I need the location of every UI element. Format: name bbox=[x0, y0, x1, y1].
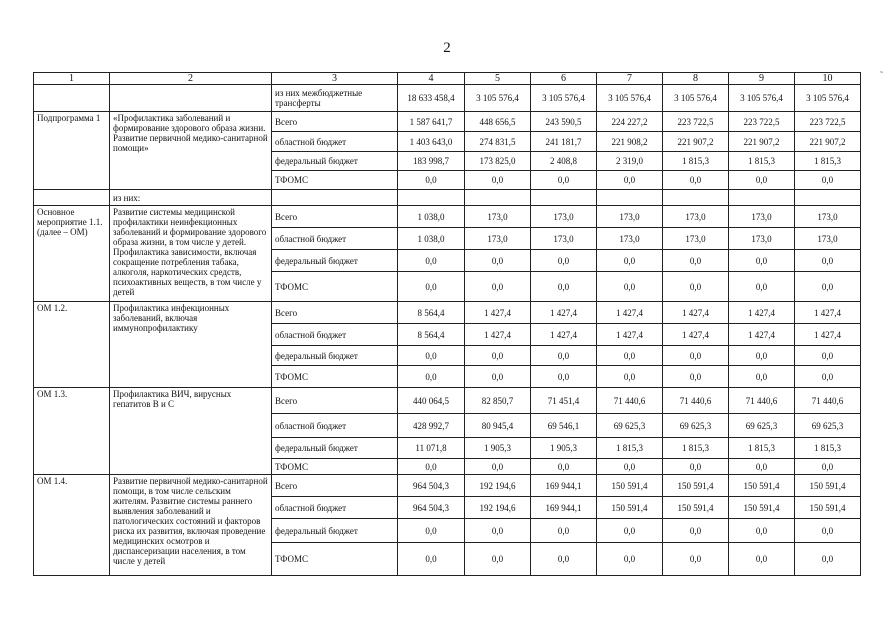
value-cell: 173,0 bbox=[795, 206, 861, 228]
value-cell: 1 815,3 bbox=[795, 152, 861, 171]
value-cell: 1 427,4 bbox=[531, 324, 597, 346]
om12-code: ОМ 1.2. bbox=[34, 302, 110, 388]
value-cell: 0,0 bbox=[465, 171, 531, 190]
value-cell: 11 071,8 bbox=[398, 438, 465, 459]
funding-source-label: федеральный бюджет bbox=[272, 250, 398, 272]
funding-source-label: ТФОМС bbox=[272, 171, 398, 190]
om13-code: ОМ 1.3. bbox=[34, 388, 110, 475]
value-cell: 71 440,6 bbox=[729, 388, 795, 414]
value-cell: 173,0 bbox=[531, 206, 597, 228]
value-cell: 1 427,4 bbox=[597, 302, 663, 324]
value-cell: 0,0 bbox=[663, 519, 729, 543]
col-number: 3 bbox=[272, 73, 398, 85]
value-cell: 1 427,4 bbox=[465, 324, 531, 346]
value-cell: 71 440,6 bbox=[795, 388, 861, 414]
value-cell: 0,0 bbox=[531, 272, 597, 302]
value-cell: 0,0 bbox=[795, 366, 861, 388]
value-cell: 0,0 bbox=[597, 346, 663, 366]
value-cell: 0,0 bbox=[729, 171, 795, 190]
value-cell: 223 722,5 bbox=[729, 112, 795, 132]
value-cell: 964 504,3 bbox=[398, 475, 465, 497]
value-cell: 0,0 bbox=[398, 366, 465, 388]
value-cell: 241 181,7 bbox=[531, 132, 597, 152]
value-cell: 173,0 bbox=[531, 228, 597, 250]
value-cell: 173 825,0 bbox=[465, 152, 531, 171]
page-number: 2 bbox=[443, 40, 451, 56]
value-cell: 0,0 bbox=[729, 250, 795, 272]
value-cell: 173,0 bbox=[597, 228, 663, 250]
value-cell: 0,0 bbox=[663, 346, 729, 366]
col-number: 5 bbox=[465, 73, 531, 85]
value-cell: 0,0 bbox=[531, 171, 597, 190]
value-cell: 0,0 bbox=[729, 272, 795, 302]
funding-source-label: федеральный бюджет bbox=[272, 438, 398, 459]
value-cell: 3 105 576,4 bbox=[663, 85, 729, 112]
value-cell: 0,0 bbox=[465, 272, 531, 302]
value-cell: 69 625,3 bbox=[663, 414, 729, 438]
value-cell: 0,0 bbox=[531, 366, 597, 388]
value-cell: 1 427,4 bbox=[597, 324, 663, 346]
empty-cell bbox=[398, 190, 465, 206]
value-cell: 0,0 bbox=[597, 543, 663, 576]
value-cell: 0,0 bbox=[729, 346, 795, 366]
budget-table bbox=[33, 72, 861, 576]
value-cell: 173,0 bbox=[663, 206, 729, 228]
value-cell: 1 815,3 bbox=[663, 438, 729, 459]
funding-source-label: Всего bbox=[272, 388, 398, 414]
value-cell: 150 591,4 bbox=[663, 497, 729, 519]
value-cell: 0,0 bbox=[531, 543, 597, 576]
value-cell: 0,0 bbox=[663, 366, 729, 388]
value-cell: 0,0 bbox=[597, 459, 663, 475]
value-cell: 71 440,6 bbox=[663, 388, 729, 414]
value-cell: 1 427,4 bbox=[795, 324, 861, 346]
value-cell: 69 625,3 bbox=[795, 414, 861, 438]
value-cell: 169 944,1 bbox=[531, 497, 597, 519]
value-cell: 0,0 bbox=[465, 519, 531, 543]
om14-name: Развитие первичной медико-санитарной помощи, в том числе сельским жителям. Развитие системы раннего выявления заболеваний и патологических состояний и факторов риска их развития, включая проведение медицинских осмотров и диспансеризации населения, в том числе у детей bbox=[110, 475, 272, 576]
value-cell: 1 427,4 bbox=[663, 324, 729, 346]
value-cell: 69 625,3 bbox=[729, 414, 795, 438]
value-cell: 1 038,0 bbox=[398, 228, 465, 250]
col-number: 4 bbox=[398, 73, 465, 85]
value-cell: 1 427,4 bbox=[465, 302, 531, 324]
value-cell: 71 440,6 bbox=[597, 388, 663, 414]
value-cell: 0,0 bbox=[729, 459, 795, 475]
funding-source-label: областной бюджет bbox=[272, 414, 398, 438]
empty-cell bbox=[272, 190, 398, 206]
value-cell: 0,0 bbox=[531, 250, 597, 272]
empty-cell bbox=[110, 85, 272, 112]
value-cell: 0,0 bbox=[597, 250, 663, 272]
subprogram-code: Подпрограмма 1 bbox=[34, 112, 110, 190]
value-cell: 3 105 576,4 bbox=[465, 85, 531, 112]
value-cell: 0,0 bbox=[465, 346, 531, 366]
empty-cell bbox=[795, 190, 861, 206]
value-cell: 0,0 bbox=[465, 250, 531, 272]
value-cell: 1 038,0 bbox=[398, 206, 465, 228]
om12-all-row bbox=[34, 302, 861, 324]
value-cell: 150 591,4 bbox=[663, 475, 729, 497]
value-cell: 440 064,5 bbox=[398, 388, 465, 414]
value-cell: 150 591,4 bbox=[729, 475, 795, 497]
value-cell: 0,0 bbox=[795, 459, 861, 475]
value-cell: 221 908,2 bbox=[597, 132, 663, 152]
col-number: 10 bbox=[795, 73, 861, 85]
funding-source-label: Всего bbox=[272, 112, 398, 132]
subprogram-name: «Профилактика заболеваний и формирование здорового образа жизни. Развитие первичной медико-санитарной помощи» bbox=[110, 112, 272, 190]
value-cell: 0,0 bbox=[663, 250, 729, 272]
value-cell: 2 408,8 bbox=[531, 152, 597, 171]
col-number: 1 bbox=[34, 73, 110, 85]
value-cell: 0,0 bbox=[597, 366, 663, 388]
value-cell: 192 194,6 bbox=[465, 497, 531, 519]
col-number: 2 bbox=[110, 73, 272, 85]
value-cell: 1 815,3 bbox=[729, 438, 795, 459]
value-cell: 221 907,2 bbox=[663, 132, 729, 152]
funding-source-label: областной бюджет bbox=[272, 132, 398, 152]
value-cell: 0,0 bbox=[663, 272, 729, 302]
value-cell: 183 998,7 bbox=[398, 152, 465, 171]
om12-name: Профилактика инфекционных заболеваний, включая иммунопрофилактику bbox=[110, 302, 272, 388]
funding-source-label: федеральный бюджет bbox=[272, 152, 398, 171]
value-cell: 0,0 bbox=[729, 543, 795, 576]
empty-cell bbox=[465, 190, 531, 206]
value-cell: 1 403 643,0 bbox=[398, 132, 465, 152]
value-cell: 71 451,4 bbox=[531, 388, 597, 414]
value-cell: 0,0 bbox=[795, 346, 861, 366]
of-them-row bbox=[34, 190, 861, 206]
value-cell: 243 590,5 bbox=[531, 112, 597, 132]
value-cell: 169 944,1 bbox=[531, 475, 597, 497]
value-cell: 3 105 576,4 bbox=[597, 85, 663, 112]
empty-cell bbox=[729, 190, 795, 206]
value-cell: 3 105 576,4 bbox=[531, 85, 597, 112]
value-cell: 82 850,7 bbox=[465, 388, 531, 414]
om11-code: Основное мероприятие 1.1. (далее – ОМ) bbox=[34, 206, 110, 302]
value-cell: 221 907,2 bbox=[795, 132, 861, 152]
funding-source-label: областной бюджет bbox=[272, 497, 398, 519]
funding-source-label: ТФОМС bbox=[272, 543, 398, 576]
row-label: из них межбюджетные трансферты bbox=[272, 85, 398, 112]
value-cell: 173,0 bbox=[729, 228, 795, 250]
value-cell: 448 656,5 bbox=[465, 112, 531, 132]
value-cell: 1 815,3 bbox=[729, 152, 795, 171]
value-cell: 0,0 bbox=[795, 543, 861, 576]
value-cell: 3 105 576,4 bbox=[795, 85, 861, 112]
value-cell: 173,0 bbox=[597, 206, 663, 228]
value-cell: 0,0 bbox=[398, 346, 465, 366]
value-cell: 0,0 bbox=[663, 543, 729, 576]
value-cell: 0,0 bbox=[795, 250, 861, 272]
value-cell: 1 427,4 bbox=[531, 302, 597, 324]
value-cell: 0,0 bbox=[729, 366, 795, 388]
value-cell: 173,0 bbox=[795, 228, 861, 250]
value-cell: 0,0 bbox=[398, 272, 465, 302]
value-cell: 173,0 bbox=[465, 206, 531, 228]
value-cell: 150 591,4 bbox=[729, 497, 795, 519]
value-cell: 1 815,3 bbox=[795, 438, 861, 459]
value-cell: 150 591,4 bbox=[795, 497, 861, 519]
empty-cell bbox=[597, 190, 663, 206]
om14-all-row bbox=[34, 475, 861, 497]
value-cell: 173,0 bbox=[663, 228, 729, 250]
value-cell: 69 625,3 bbox=[597, 414, 663, 438]
value-cell: 0,0 bbox=[465, 366, 531, 388]
empty-cell bbox=[663, 190, 729, 206]
value-cell: 1 427,4 bbox=[795, 302, 861, 324]
om13-all-row bbox=[34, 388, 861, 414]
value-cell: 2 319,0 bbox=[597, 152, 663, 171]
value-cell: 1 427,4 bbox=[729, 302, 795, 324]
value-cell: 8 564,4 bbox=[398, 324, 465, 346]
column-number-row bbox=[34, 73, 861, 85]
col-number: 9 bbox=[729, 73, 795, 85]
om13-name: Профилактика ВИЧ, вирусных гепатитов В и С bbox=[110, 388, 272, 475]
value-cell: 223 722,5 bbox=[795, 112, 861, 132]
funding-source-label: федеральный бюджет bbox=[272, 519, 398, 543]
value-cell: 224 227,2 bbox=[597, 112, 663, 132]
value-cell: 8 564,4 bbox=[398, 302, 465, 324]
value-cell: 1 905,3 bbox=[531, 438, 597, 459]
value-cell: 0,0 bbox=[465, 543, 531, 576]
value-cell: 80 945,4 bbox=[465, 414, 531, 438]
funding-source-label: Всего bbox=[272, 475, 398, 497]
value-cell: 0,0 bbox=[531, 346, 597, 366]
subprogram-all-row bbox=[34, 112, 861, 132]
om11-name: Развитие системы медицинской профилактики неинфекционных заболеваний и формирование здорового образа жизни, в том числе у детей. Профилактика зависимости, включая сокращение потребления табака, алкоголя, наркотических средств, психоактивных веществ, в том числе у детей bbox=[110, 206, 272, 302]
value-cell: 0,0 bbox=[398, 519, 465, 543]
value-cell: 192 194,6 bbox=[465, 475, 531, 497]
value-cell: 0,0 bbox=[729, 519, 795, 543]
value-cell: 223 722,5 bbox=[663, 112, 729, 132]
value-cell: 0,0 bbox=[398, 250, 465, 272]
value-cell: 0,0 bbox=[398, 543, 465, 576]
value-cell: 0,0 bbox=[663, 171, 729, 190]
value-cell: 0,0 bbox=[795, 171, 861, 190]
funding-source-label: ТФОМС bbox=[272, 272, 398, 302]
value-cell: 150 591,4 bbox=[597, 475, 663, 497]
funding-source-label: областной бюджет bbox=[272, 324, 398, 346]
value-cell: 0,0 bbox=[663, 459, 729, 475]
value-cell: 0,0 bbox=[465, 459, 531, 475]
transfers-row bbox=[34, 85, 861, 112]
value-cell: 0,0 bbox=[597, 171, 663, 190]
funding-source-label: ТФОМС bbox=[272, 459, 398, 475]
value-cell: 1 815,3 bbox=[663, 152, 729, 171]
value-cell: 1 427,4 bbox=[729, 324, 795, 346]
value-cell: 18 633 458,4 bbox=[398, 85, 465, 112]
value-cell: 0,0 bbox=[398, 171, 465, 190]
col-number: 6 bbox=[531, 73, 597, 85]
funding-source-label: Всего bbox=[272, 206, 398, 228]
value-cell: 1 905,3 bbox=[465, 438, 531, 459]
empty-cell bbox=[34, 85, 110, 112]
value-cell: 150 591,4 bbox=[597, 497, 663, 519]
value-cell: 964 504,3 bbox=[398, 497, 465, 519]
value-cell: 0,0 bbox=[597, 272, 663, 302]
value-cell: 173,0 bbox=[729, 206, 795, 228]
funding-source-label: Всего bbox=[272, 302, 398, 324]
value-cell: 0,0 bbox=[795, 272, 861, 302]
funding-source-label: областной бюджет bbox=[272, 228, 398, 250]
value-cell: 3 105 576,4 bbox=[729, 85, 795, 112]
value-cell: 1 427,4 bbox=[663, 302, 729, 324]
funding-source-label: ТФОМС bbox=[272, 366, 398, 388]
value-cell: 1 587 641,7 bbox=[398, 112, 465, 132]
om14-code: ОМ 1.4. bbox=[34, 475, 110, 576]
value-cell: 0,0 bbox=[597, 519, 663, 543]
value-cell: 221 907,2 bbox=[729, 132, 795, 152]
margin-mark: ˜ bbox=[880, 70, 883, 80]
om11-all-row bbox=[34, 206, 861, 228]
value-cell: 69 546,1 bbox=[531, 414, 597, 438]
value-cell: 0,0 bbox=[795, 519, 861, 543]
col-number: 8 bbox=[663, 73, 729, 85]
value-cell: 0,0 bbox=[531, 519, 597, 543]
empty-cell bbox=[531, 190, 597, 206]
value-cell: 1 815,3 bbox=[597, 438, 663, 459]
value-cell: 0,0 bbox=[398, 459, 465, 475]
funding-source-label: федеральный бюджет bbox=[272, 346, 398, 366]
empty-cell bbox=[34, 190, 110, 206]
col-number: 7 bbox=[597, 73, 663, 85]
value-cell: 274 831,5 bbox=[465, 132, 531, 152]
value-cell: 150 591,4 bbox=[795, 475, 861, 497]
value-cell: 0,0 bbox=[531, 459, 597, 475]
value-cell: 428 992,7 bbox=[398, 414, 465, 438]
value-cell: 173,0 bbox=[465, 228, 531, 250]
of-them-label: из них: bbox=[110, 190, 272, 206]
